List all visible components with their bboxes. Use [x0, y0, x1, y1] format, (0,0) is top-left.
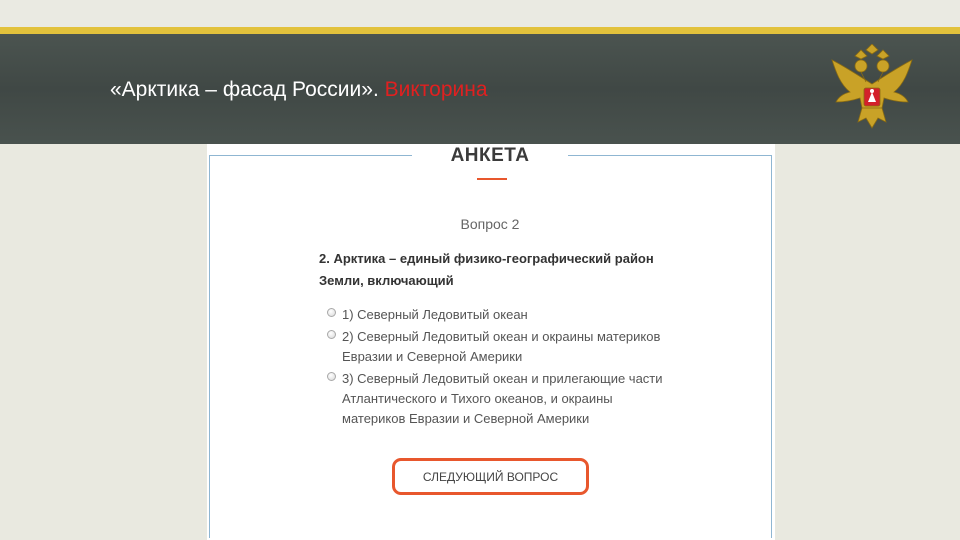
top-strip [0, 0, 960, 27]
slide-title [110, 78, 488, 102]
radio-button[interactable] [327, 372, 336, 381]
slide-title-accent: Викторина [384, 78, 488, 101]
next-question-button[interactable]: СЛЕДУЮЩИЙ ВОПРОС [392, 458, 589, 495]
heading-underline [477, 178, 507, 180]
gold-divider [0, 27, 960, 34]
option-label: 3) Северный Ледовитый океан и прилегающие части Атлантического и Тихого океанов, и окраины материков Евразии и Северной Америки [342, 371, 663, 426]
radio-button[interactable] [327, 330, 336, 339]
russian-coat-of-arms-icon [826, 44, 918, 136]
option-label: 1) Северный Ледовитый океан [342, 307, 528, 322]
question-number: Вопрос 2 [460, 216, 520, 232]
form-heading: АНКЕТА [412, 145, 568, 167]
radio-button[interactable] [327, 308, 336, 317]
option-label: 2) Северный Ледовитый океан и окраины материков Евразии и Северной Америки [342, 329, 661, 364]
slide-title-main: «Арктика – фасад России». [110, 78, 379, 101]
question-text: 2. Арктика – единый физико-географический район Земли, включающий [319, 251, 654, 288]
